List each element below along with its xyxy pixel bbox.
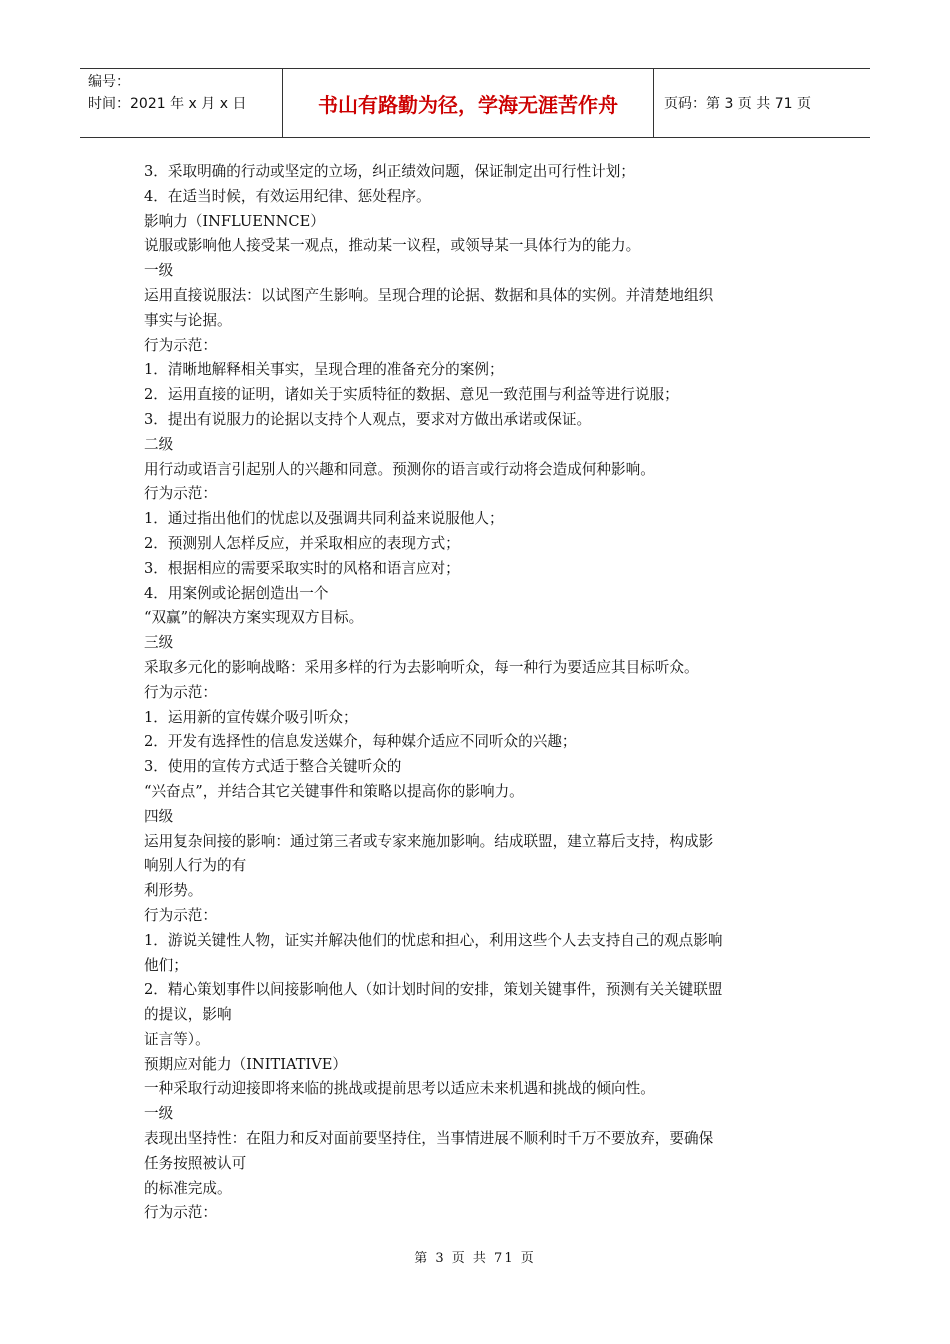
text-line: “双赢”的解决方案实现双方目标。 bbox=[144, 609, 364, 627]
text-line: 1．游说关键性人物，证实并解决他们的忧虑和担心，利用这些个人去支持自己的观点影响 bbox=[144, 931, 723, 949]
text-line: 利形势。 bbox=[144, 882, 203, 900]
page-footer: 第 3 页 共 71 页 bbox=[414, 1251, 536, 1266]
text-line: 1．运用新的宣传媒介吸引听众； bbox=[144, 708, 358, 726]
text-line: 一级 bbox=[144, 262, 174, 280]
text-line: 的标准完成。 bbox=[144, 1179, 232, 1197]
text-line: 行为示范： bbox=[144, 683, 217, 701]
text-line: “兴奋点”，并结合其它关键事件和策略以提高你的影响力。 bbox=[144, 782, 524, 800]
text-line: 行为示范： bbox=[144, 906, 217, 924]
header-motto: 书山有路勤为径，学海无涯苦作舟 bbox=[282, 69, 654, 137]
text-line: 运用直接说服法：以试图产生影响。呈现合理的论据、数据和具体的实例。并清楚地组织 bbox=[144, 286, 714, 304]
text-line: 影响力（INFLUENNCE） bbox=[144, 212, 325, 230]
text-line: 4．在适当时候，有效运用纪律、惩处程序。 bbox=[144, 187, 431, 205]
text-line: 一级 bbox=[144, 1105, 174, 1123]
text-line: 二级 bbox=[144, 435, 174, 453]
header-page-info: 页码：第 3 页 共 71 页 bbox=[664, 96, 811, 112]
text-line: 采取多元化的影响战略：采用多样的行为去影响听众，每一种行为要适应其目标听众。 bbox=[144, 658, 699, 676]
text-line: 他们； bbox=[144, 956, 188, 974]
document-body bbox=[144, 160, 808, 1226]
header-meta bbox=[80, 69, 282, 137]
text-line: 2．精心策划事件以间接影响他人（如计划时间的安排，策划关键事件，预测有关关键联盟 bbox=[144, 981, 723, 999]
text-line: 1．清晰地解释相关事实，呈现合理的准备充分的案例； bbox=[144, 361, 504, 379]
text-line: 2．运用直接的证明，诸如关于实质特征的数据、意见一致范围与利益等进行说服； bbox=[144, 386, 679, 404]
text-line: 行为示范： bbox=[144, 1204, 217, 1222]
text-line: 事实与论据。 bbox=[144, 311, 232, 329]
text-line: 3．提出有说服力的论据以支持个人观点，要求对方做出承诺或保证。 bbox=[144, 410, 592, 428]
text-line: 3．采取明确的行动或坚定的立场，纠正绩效问题，保证制定出可行性计划； bbox=[144, 163, 635, 180]
text-line: 运用复杂间接的影响：通过第三者或专家来施加影响。结成联盟，建立幕后支持，构成影 bbox=[144, 832, 714, 850]
text-line: 行为示范： bbox=[144, 336, 217, 354]
text-line: 2．预测别人怎样反应，并采取相应的表现方式； bbox=[144, 534, 460, 552]
text-line: 一种采取行动迎接即将来临的挑战或提前思考以适应未来机遇和挑战的倾向性。 bbox=[144, 1080, 655, 1098]
text-line: 3．根据相应的需要采取实时的风格和语言应对； bbox=[144, 559, 460, 577]
text-line: 预期应对能力（INITIATIVE） bbox=[144, 1055, 347, 1073]
text-line: 说服或影响他人接受某一观点，推动某一议程，或领导某一具体行为的能力。 bbox=[144, 237, 641, 255]
number-label: 编号： bbox=[88, 74, 130, 90]
text-line: 任务按照被认可 bbox=[144, 1154, 247, 1172]
text-line: 用行动或语言引起别人的兴趣和同意。预测你的语言或行动将会造成何种影响。 bbox=[144, 460, 655, 478]
time-label: 时间：2021 年 x 月 x 日 bbox=[88, 96, 247, 112]
text-line: 的提议，影响 bbox=[144, 1006, 232, 1024]
text-line: 三级 bbox=[144, 634, 174, 652]
text-line: 4．用案例或论据创造出一个 bbox=[144, 584, 329, 602]
text-line: 3．使用的宣传方式适于整合关键听众的 bbox=[144, 758, 402, 776]
text-line: 2．开发有选择性的信息发送媒介，每种媒介适应不同听众的兴趣； bbox=[144, 733, 577, 751]
text-line: 响别人行为的有 bbox=[144, 857, 247, 875]
text-line: 行为示范： bbox=[144, 485, 217, 503]
text-line: 表现出坚持性：在阻力和反对面前要坚持住，当事情进展不顺利时千万不要放弃，要确保 bbox=[144, 1130, 714, 1148]
text-line: 四级 bbox=[144, 807, 174, 825]
text-line: 证言等）。 bbox=[144, 1030, 210, 1048]
page-header bbox=[80, 68, 870, 138]
text-line: 1．通过指出他们的忧虑以及强调共同利益来说服他人； bbox=[144, 510, 504, 528]
